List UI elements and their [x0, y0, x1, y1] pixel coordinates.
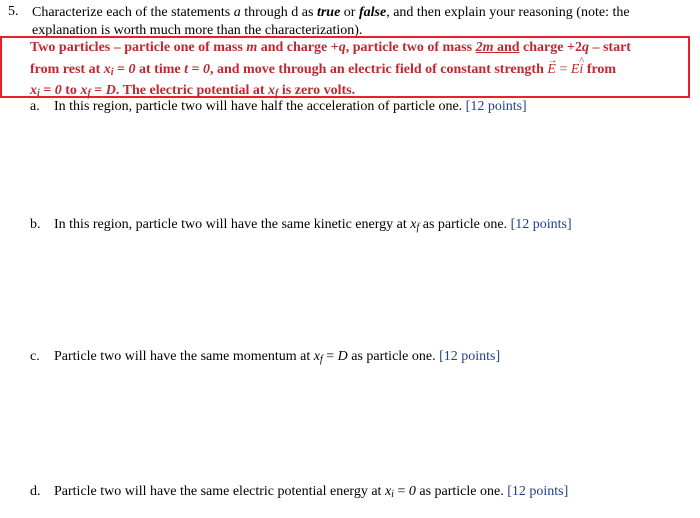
question-number: 5.	[8, 4, 19, 19]
sub-f: f	[87, 88, 91, 99]
var-x: x	[80, 83, 88, 98]
statement-text: as particle one.	[347, 349, 436, 364]
var-x: x	[313, 349, 320, 364]
intro-text: Characterize each of the statements	[32, 5, 234, 20]
var-x: x	[384, 484, 392, 499]
var-x: x	[103, 62, 111, 77]
vector-e: → E	[547, 59, 556, 81]
points-badge: [12 points]	[510, 217, 572, 232]
intro-text: through d as	[240, 5, 317, 20]
text: from rest at	[30, 62, 104, 77]
text: . The electric potential at	[115, 83, 269, 98]
text: is zero volts.	[278, 83, 356, 98]
intro-text: , and then explain your reasoning (note: the	[386, 5, 630, 20]
text: =	[113, 62, 129, 77]
text: to	[61, 83, 81, 98]
statement-d	[30, 484, 568, 500]
value-zero: 0	[202, 62, 210, 77]
text: charge +2	[519, 40, 582, 55]
var-2m: 2m	[475, 40, 494, 55]
statement-text: Particle two will have the same momentum at	[54, 349, 314, 364]
intro-false: false	[358, 5, 387, 20]
problem-line-1	[30, 37, 631, 59]
value-zero: 0	[408, 484, 416, 499]
text: and charge +	[257, 40, 339, 55]
sub-f: f	[275, 88, 279, 99]
text: , particle two of mass	[345, 40, 476, 55]
intro-text: explanation is worth much more than the characterization).	[32, 23, 363, 38]
statement-text: as particle one.	[415, 484, 504, 499]
var-q: q	[338, 40, 346, 55]
text: and	[493, 40, 520, 55]
var-x: x	[30, 83, 37, 98]
sub-f: f	[319, 354, 323, 365]
points-badge: [12 points]	[439, 349, 501, 364]
intro-a: a	[233, 5, 241, 20]
text: , and move through an electric field of constant strength	[209, 62, 548, 77]
var-q: q	[581, 40, 589, 55]
var-x: x	[268, 83, 276, 98]
statement-text: In this region, particle two will have the same kinetic energy at	[54, 217, 411, 232]
statement-text: Particle two will have the same electric potential energy at	[54, 484, 385, 499]
points-badge: [12 points]	[507, 484, 569, 499]
text: at time	[135, 62, 185, 77]
intro-true: true	[316, 5, 341, 20]
statement-text: In this region, particle two will have half the acceleration of particle one.	[54, 99, 463, 114]
text: =	[39, 83, 55, 98]
sub-i: i	[391, 489, 394, 500]
statement-c	[30, 349, 500, 365]
var-m: m	[246, 40, 258, 55]
var-e: E	[570, 62, 580, 77]
var-t: t	[184, 62, 188, 77]
value-zero: 0	[54, 83, 62, 98]
text: Two particles – particle one of mass	[30, 40, 247, 55]
statement-text: =	[322, 349, 338, 364]
value-zero: 0	[128, 62, 136, 77]
text: from	[583, 62, 617, 77]
intro-text: or	[340, 5, 359, 20]
var-d: D	[337, 349, 348, 364]
statement-letter: b.	[30, 217, 41, 232]
sub-i: i	[110, 67, 114, 78]
statement-text: as particle one.	[419, 217, 508, 232]
statement-a	[30, 99, 527, 115]
sub-f: f	[416, 222, 420, 233]
unit-vector-i: ^ i	[579, 59, 583, 81]
statement-text: =	[393, 484, 409, 499]
text: =	[555, 62, 571, 77]
var-x: x	[410, 217, 417, 232]
points-badge: [12 points]	[465, 99, 527, 114]
text: – start	[588, 40, 631, 55]
statement-b	[30, 217, 572, 233]
text: =	[90, 83, 106, 98]
statement-letter: a.	[30, 99, 40, 114]
statement-letter: d.	[30, 484, 41, 499]
sub-i: i	[37, 88, 40, 99]
var-d: D	[105, 83, 116, 98]
statement-letter: c.	[30, 349, 40, 364]
question-intro	[32, 4, 692, 40]
text: =	[187, 62, 203, 77]
